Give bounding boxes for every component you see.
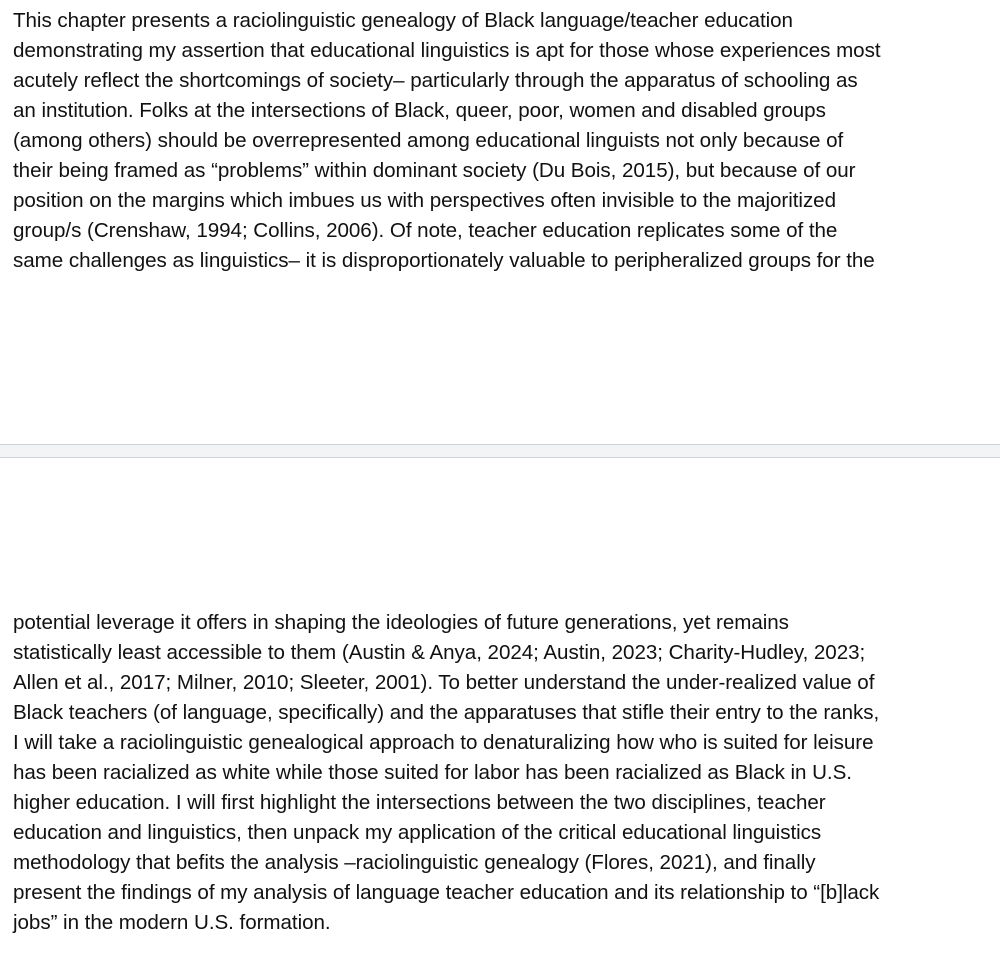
paragraph-line: demonstrating my assertion that educational linguistics is apt for those whose experiences most xyxy=(13,39,881,62)
paragraph-line: higher education. I will first highlight the intersections between the two disciplines, teacher xyxy=(13,791,826,814)
paragraph-line: This chapter presents a raciolinguistic genealogy of Black language/teacher education xyxy=(13,9,793,32)
paragraph-line: (among others) should be overrepresented among educational linguists not only because of xyxy=(13,129,844,152)
paragraph-line: education and linguistics, then unpack my application of the critical educational linguistics xyxy=(13,821,822,844)
paragraph-line: methodology that befits the analysis –raciolinguistic genealogy (Flores, 2021), and finally xyxy=(13,851,816,874)
paragraph-line: same challenges as linguistics– it is disproportionately valuable to peripheralized groups for the xyxy=(13,249,875,272)
page-break-divider xyxy=(0,444,1000,458)
paragraph-line: jobs” in the modern U.S. formation. xyxy=(13,911,331,934)
paragraph-line: statistically least accessible to them (Austin & Anya, 2024; Austin, 2023; Charity-Hudley, 2023; xyxy=(13,641,866,664)
paragraph-line: has been racialized as white while those suited for labor has been racialized as Black in U.S. xyxy=(13,761,852,784)
paragraph-line: I will take a raciolinguistic genealogical approach to denaturalizing how who is suited for leisure xyxy=(13,731,874,754)
paragraph-line: an institution. Folks at the intersections of Black, queer, poor, women and disabled groups xyxy=(13,99,826,122)
paragraph-line: group/s (Crenshaw, 1994; Collins, 2006). Of note, teacher education replicates some of the xyxy=(13,219,838,242)
paragraph-line: Allen et al., 2017; Milner, 2010; Sleeter, 2001). To better understand the under-realized value of xyxy=(13,671,875,694)
paragraph-line: acutely reflect the shortcomings of society– particularly through the apparatus of schooling as xyxy=(13,69,858,92)
paragraph-line: Black teachers (of language, specifically) and the apparatuses that stifle their entry to the ranks, xyxy=(13,701,880,724)
document-page-1 xyxy=(0,0,1000,444)
paragraph-line: position on the margins which imbues us with perspectives often invisible to the majoritized xyxy=(13,189,836,212)
paragraph-line: potential leverage it offers in shaping the ideologies of future generations, yet remains xyxy=(13,611,789,634)
paragraph-line: their being framed as “problems” within dominant society (Du Bois, 2015), but because of our xyxy=(13,159,856,182)
document-page-2 xyxy=(0,458,1000,954)
paragraph-line: present the findings of my analysis of language teacher education and its relationship to “[b]lack xyxy=(13,881,880,904)
